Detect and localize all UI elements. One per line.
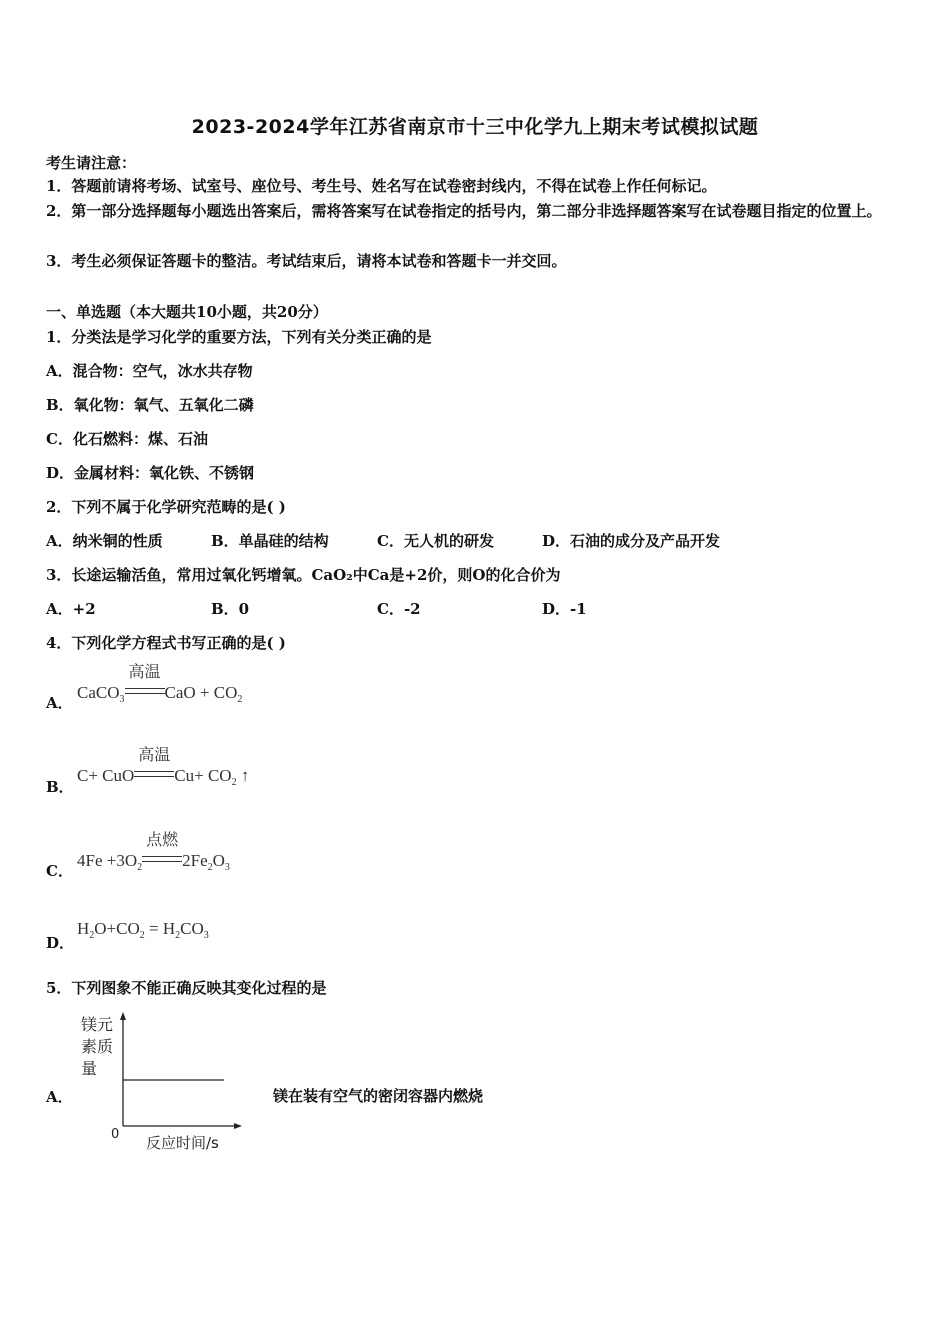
q2-option-a: A．纳米铜的性质 bbox=[46, 532, 163, 550]
q3-option-b: B．0 bbox=[211, 600, 250, 618]
q5-option-a-label: A． bbox=[46, 1088, 73, 1106]
graph-ylabel-line-1: 镁元 bbox=[81, 1015, 114, 1034]
section-heading: 一、单选题（本大题共10小题，共20分） bbox=[46, 303, 328, 321]
q4-option-d-label: D． bbox=[46, 934, 75, 952]
q5-option-a-description: 镁在装有空气的密闭容器内燃烧 bbox=[273, 1087, 484, 1105]
graph-xlabel: 反应时间/s bbox=[146, 1134, 219, 1152]
q4-option-b-label: B． bbox=[46, 778, 74, 796]
q1-option-b: B．氧化物：氧气、五氧化二磷 bbox=[46, 396, 254, 414]
q1-option-c: C．化石燃料：煤、石油 bbox=[46, 430, 208, 448]
q1-option-a: A．混合物：空气，冰水共存物 bbox=[46, 362, 253, 380]
question-2-stem: 2．下列不属于化学研究范畴的是( ) bbox=[46, 498, 286, 516]
notice-item-1: 1．答题前请将考场、试室号、座位号、考生号、姓名写在试卷密封线内，不得在试卷上作任何标记。 bbox=[46, 177, 717, 195]
question-5-stem: 5．下列图象不能正确反映其变化过程的是 bbox=[46, 979, 327, 997]
q3-option-c: C．-2 bbox=[377, 600, 421, 618]
question-4-stem: 4．下列化学方程式书写正确的是( ) bbox=[46, 634, 286, 652]
question-3-stem: 3．长途运输活鱼，常用过氧化钙增氧。CaO₂中Ca是+2价，则O的化合价为 bbox=[46, 566, 561, 584]
graph-ylabel-line-3: 量 bbox=[81, 1059, 98, 1078]
q4-option-a-label: A． bbox=[46, 694, 73, 712]
notice-heading: 考生请注意： bbox=[46, 154, 137, 172]
notice-item-2: 2．第一部分选择题每小题选出答案后，需将答案写在试卷指定的括号内，第二部分非选择题答案写在试卷题目指定的位置上。 bbox=[46, 202, 882, 220]
q2-option-b: B．单晶硅的结构 bbox=[211, 532, 329, 550]
q2-option-d: D．石油的成分及产品开发 bbox=[542, 532, 721, 550]
y-axis-arrow-icon bbox=[120, 1012, 126, 1020]
magnesium-mass-graph bbox=[76, 1010, 246, 1155]
q1-option-d: D．金属材料：氧化铁、不锈钢 bbox=[46, 464, 255, 482]
q2-option-c: C．无人机的研发 bbox=[377, 532, 494, 550]
x-axis-arrow-icon bbox=[234, 1123, 242, 1129]
q4-option-c-label: C． bbox=[46, 862, 73, 880]
q3-option-a: A．+2 bbox=[46, 600, 96, 618]
q4-equation-c: $4Fe +3O_2$ 点燃 $2Fe_2O_3$ bbox=[77, 830, 230, 873]
q3-option-d: D．-1 bbox=[542, 600, 587, 618]
graph-origin-label: 0 bbox=[111, 1127, 120, 1142]
q4-equation-a: CaCO$_3$ 高温 CaO + $CO_2$ bbox=[77, 662, 243, 705]
q4-equation-b: C+ CuO 高温 $Cu+ CO_2$ ↑ bbox=[77, 745, 250, 788]
q4-equation-d: $H_2O+CO_2 = H_2CO_3$ bbox=[77, 919, 209, 941]
exam-title: 2023-2024学年江苏省南京市十三中化学九上期末考试模拟试题 bbox=[191, 116, 759, 138]
notice-item-3: 3．考生必须保证答题卡的整洁。考试结束后，请将本试卷和答题卡一并交回。 bbox=[46, 252, 567, 270]
graph-ylabel-line-2: 素质 bbox=[81, 1037, 114, 1056]
question-1-stem: 1．分类法是学习化学的重要方法，下列有关分类正确的是 bbox=[46, 328, 432, 346]
